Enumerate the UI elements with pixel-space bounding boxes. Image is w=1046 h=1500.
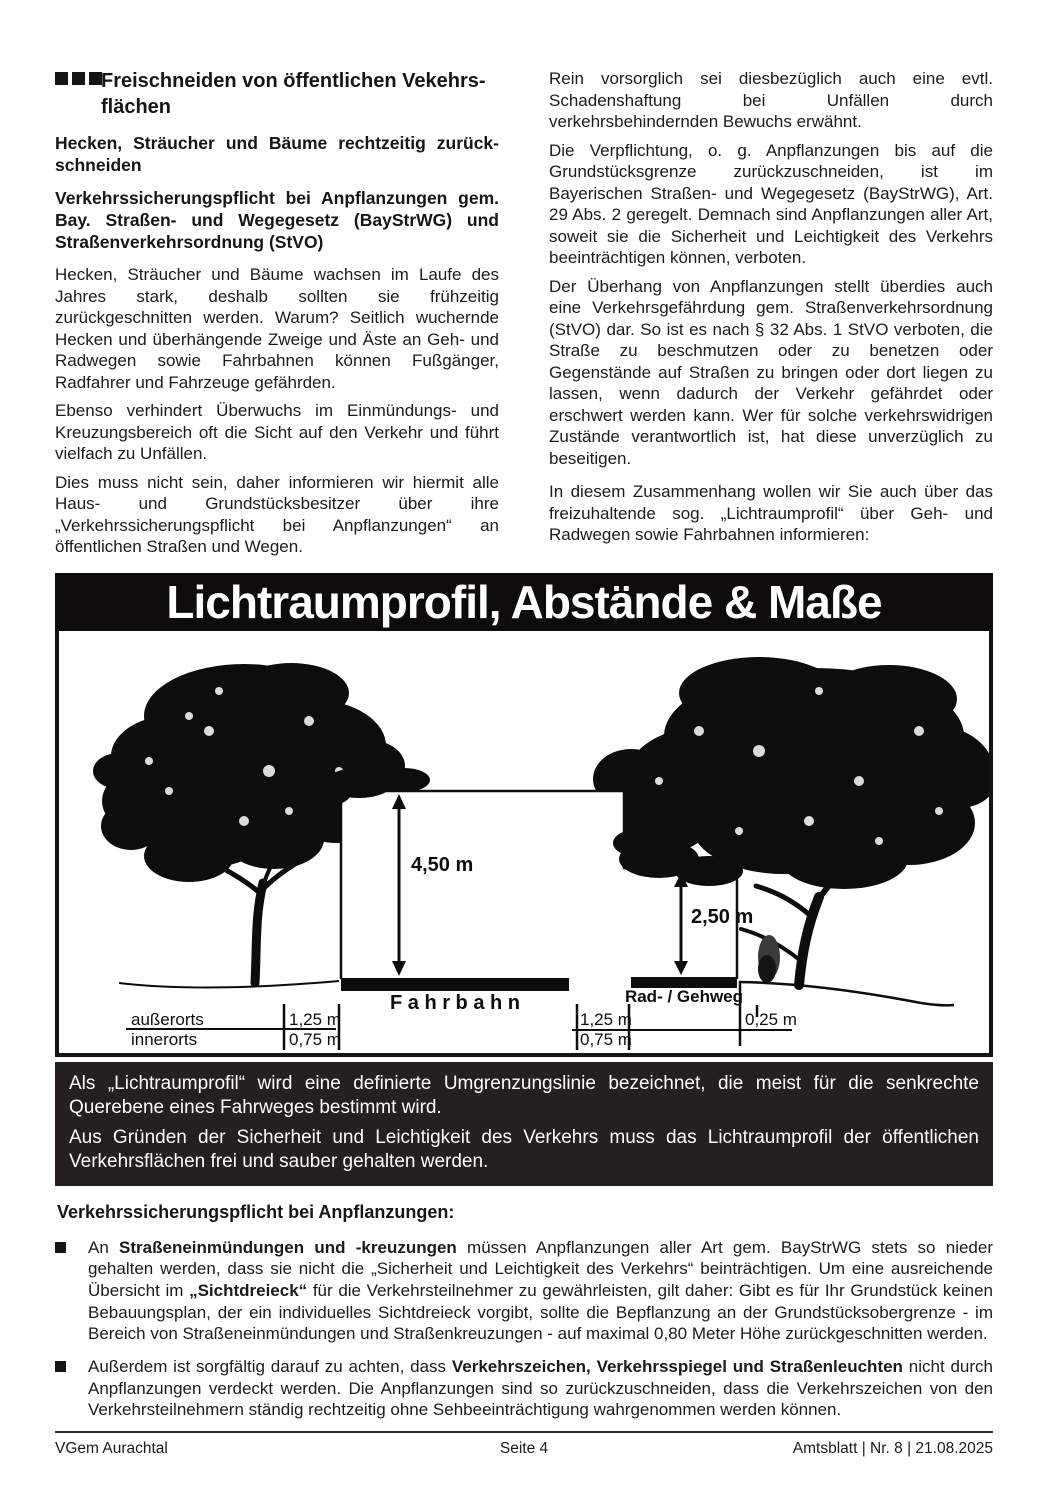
subheading-2 [55, 187, 499, 253]
road-surface-bar [341, 978, 569, 991]
right-value-2: 0,75 m [580, 1029, 632, 1049]
bush-icon [758, 935, 780, 983]
main-heading-line: Freischneiden von öffentlichen Vekehrs- [101, 70, 486, 92]
left-value-2: 0,75 m [289, 1029, 341, 1049]
bullet-text [88, 1237, 993, 1346]
ground-line-left [119, 981, 339, 987]
body-paragraph: In diesem Zusammenhang wollen wir Sie auch über das freizuhaltende sog. „Lichtraumprofil“ über Geh- und Radwegen sowie Fahrbahnen informieren: [549, 482, 993, 544]
page-footer [55, 1431, 993, 1458]
subheading-2-line: Straßenverkehrsordnung (StVO) [55, 232, 324, 252]
subheading-2-line: Bay. Straßen- und Wegegesetz (BayStrWG) und [55, 210, 499, 230]
bullet-square-icon [55, 1242, 66, 1253]
ground-line-right [739, 982, 954, 1005]
row2-label: innerorts [131, 1029, 198, 1049]
subheading-2-line: Verkehrssicherungspflicht bei Anpflanzungen gem. [55, 188, 499, 208]
left-column [55, 68, 499, 565]
clearance-profile-diagram [59, 631, 989, 1053]
edge-value: 0,25 m [745, 1009, 797, 1029]
bullet-item [55, 1356, 993, 1421]
subheading-1-line: schneiden [55, 155, 142, 175]
bullet-bold-segment: Verkehrszeichen, Verkehrsspiegel und Straßenleuchten [451, 1357, 903, 1377]
heading-square-icon [72, 72, 85, 85]
body-paragraph: Die Verpflichtung, o. g. Anpflanzungen bis auf die Grundstücksgrenze zurückzuschneiden, ist im Bayerischen Straßen- und Wegegesetz (BayStrWG), Art. 29 Abs. 2 geregelt. Demnach sind Anpflanzungen aller Art, soweit sie die Sicherheit und Leichtigkeit des Verkehrs beeinträchtigen können, verboten. [549, 140, 993, 267]
height-main-label: 4,50 m [411, 853, 474, 876]
subheading-1-line: Hecken, Sträucher und Bäume rechtzeitig zurück- [55, 133, 499, 153]
road-label: F a h r b a h n [389, 991, 521, 1014]
article-columns [55, 68, 993, 565]
right-column [549, 68, 993, 565]
bullet-segment: An [88, 1237, 120, 1257]
figure-title: Lichtraumprofil, Abstände & Maße [55, 573, 993, 631]
subheading-1 [55, 132, 499, 176]
lichtraumprofil-figure [55, 573, 993, 1186]
section-heading: Verkehrssicherungspflicht bei Anpflanzungen: [57, 1201, 455, 1222]
main-heading-line: flächen [101, 96, 172, 118]
body-paragraph: Dies muss nicht sein, daher informieren wir hiermit alle Haus- und Grundstücksbesitzer über ihre „Verkehrssicherungspflicht bei Anpflanzungen“ an öffentlichen Straßen und Wegen. [55, 472, 499, 556]
bullet-segment: für die Verkehrsteilnehmer zu gewährleisten, gilt daher: Gibt es für Ihr Grundstück keinen Bebauungsplan, der ein individuelles Sichtdreieck vorgibt, sollte die Bepflanzung an der Grundstücksobergrenze - im Bereich von Straßeneinmündungen und Straßenkreuzungen - auf maximal 0,80 Meter Höhe zurückgeschnitten werden. [88, 1280, 994, 1344]
caption-paragraph: Als „Lichtraumprofil“ wird eine definierte Umgrenzungslinie bezeichnet, die meist für die senkrechte Querebene eines Fahrweges bestimmt wird. [69, 1072, 979, 1118]
bullet-segment: Außerdem ist sorgfältig darauf zu achten, dass [88, 1357, 452, 1377]
main-heading-row [55, 68, 499, 120]
body-paragraph: Der Überhang von Anpflanzungen stellt überdies auch eine Verkehrsgefährdung gem. Straßenverkehrsordnung (StVO) dar. So ist es nach § 32 Abs. 1 StVO verboten, die Straße zu beschmutzen oder zu benetzen oder Gegenstände auf Straßen zu bringen oder dort liegen zu lassen, wenn dadurch der Verkehr gefährdet oder erschwert werden kann. Wer für solche verkehrswidrigen Zustände verantwortlich ist, hat diese unverzüglich zu beseitigen. [549, 276, 993, 468]
footer-issue-info: Amtsblatt | Nr. 8 | 21.08.2025 [792, 1440, 993, 1457]
row1-label: außerorts [131, 1009, 204, 1029]
figure-caption [55, 1062, 993, 1186]
footer-publisher: VGem Aurachtal [55, 1440, 168, 1457]
left-value-1: 1,25 m [289, 1009, 341, 1029]
bullet-square-icon [55, 1361, 66, 1372]
path-label: Rad- / Gehweg [624, 986, 744, 1006]
height-path-label: 2,50 m [691, 905, 754, 928]
right-value-1: 1,25 m [580, 1009, 632, 1029]
bullet-bold-segment: „Sichtdreieck“ [189, 1280, 308, 1300]
body-paragraph: Ebenso verhindert Überwuchs im Einmündungs- und Kreuzungsbereich oft die Sicht auf den Verkehr und führt vielfach zu Unfällen. [55, 401, 499, 463]
bullet-text [88, 1356, 993, 1421]
bullet-bold-segment: Straßeneinmündungen und -kreuzungen [119, 1237, 457, 1257]
bullet-segment: nicht durch Anpflanzungen verdeckt werden. Die Anpflanzungen sind so zurückzuschneiden, dass die Verkehrszeichen von den Verkehrsteilnehmern ständig rechtzeitig ohne Sehbeeinträchtigung wahrgenommen werden können. [88, 1357, 994, 1420]
bullet-segment: müssen Anpflanzungen aller Art gem. BayStrWG stets so nieder gehalten werden, dass sie nicht die „Sicherheit und Leichtigkeit des Verkehrs“ beinträchtigen. Um eine ausreichende Übersicht im [88, 1237, 993, 1300]
caption-paragraph: Aus Gründen der Sicherheit und Leichtigkeit des Verkehrs muss das Lichtraumprofil der öffentlichen Verkehrsflächen frei und sauber gehalten werden. [69, 1126, 979, 1172]
heading-squares [55, 68, 101, 120]
left-measure-table [126, 1004, 341, 1050]
figure-image [55, 631, 993, 1057]
body-paragraph: Rein vorsorglich sei diesbezüglich auch eine evtl. Schadenshaftung bei Unfällen durch verkehrsbehindernden Bewuchs erwähnt. [549, 69, 993, 131]
heading-square-icon [55, 72, 68, 85]
body-paragraph: Hecken, Sträucher und Bäume wachsen im Laufe des Jahres stark, deshalb sollten sie frühzeitig zurückgeschnitten werden. Warum? Seitlich wuchernde Hecken und überhängende Zweige und Äste an Geh- und Radwegen sowie Fahrbahnen können Fußgänger, Radfahrer und Fahrzeuge gefährden. [55, 265, 499, 392]
main-heading [101, 68, 486, 120]
bullet-item [55, 1237, 993, 1346]
footer-page-number: Seite 4 [499, 1440, 549, 1457]
left-tree-trunk [214, 852, 306, 983]
